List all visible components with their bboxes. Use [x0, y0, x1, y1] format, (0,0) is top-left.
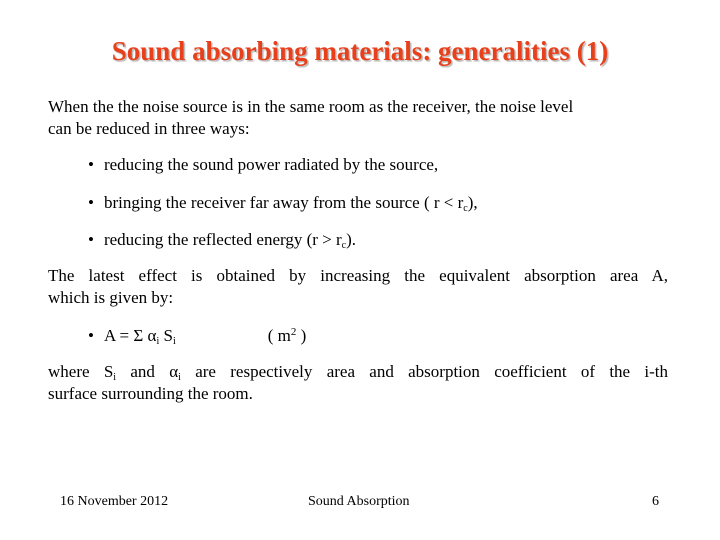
intro-line-2: can be reduced in three ways:	[48, 119, 250, 138]
footer-page-number: 6	[652, 494, 659, 509]
intro-paragraph	[48, 96, 668, 140]
slide-title: Sound absorbing materials: generalities (1)	[111, 36, 609, 66]
bullet-item-1	[88, 154, 438, 176]
subscript: c	[341, 240, 347, 251]
bullet-dot: •	[88, 193, 94, 212]
where-paragraph	[48, 361, 668, 405]
formula-bullet	[88, 325, 306, 347]
latest-line-2: which is given by:	[48, 288, 174, 307]
where-text: and α	[116, 362, 179, 381]
where-line-1	[48, 361, 668, 383]
formula-s: S	[159, 326, 173, 345]
bullet-text-end: ),	[467, 193, 478, 212]
formula-lhs: A = Σ α	[103, 326, 157, 345]
bullet-text: bringing the receiver far away from the source ( r < r	[103, 193, 464, 212]
where-text: are respectively area and absorption coefficient of the i-th	[180, 362, 669, 381]
formula-unit: ( m	[267, 326, 291, 345]
bullet-item-3	[88, 229, 356, 251]
subscript: i	[178, 372, 181, 383]
intro-line-1: When the the noise source is in the same room as the receiver, the noise level	[48, 97, 574, 116]
subscript: i	[113, 372, 117, 383]
superscript: 2	[290, 326, 297, 338]
footer-date: 16 November 2012	[60, 494, 169, 509]
bullet-text: reducing the reflected energy (r > r	[103, 230, 342, 249]
bullet-dot: •	[88, 230, 94, 249]
latest-paragraph	[48, 265, 668, 309]
bullet-item-2	[88, 192, 478, 214]
where-text: where S	[48, 362, 114, 381]
bullet-dot: •	[88, 326, 94, 345]
subscript: i	[172, 336, 176, 347]
subscript: c	[463, 203, 468, 214]
subscript: i	[156, 336, 160, 347]
footer-title: Sound Absorption	[308, 494, 410, 509]
bullet-text: reducing the sound power radiated by the source,	[103, 155, 439, 174]
formula-unit-close: )	[296, 326, 307, 345]
bullet-dot: •	[88, 155, 94, 174]
where-line-2: surface surrounding the room.	[48, 384, 253, 403]
latest-line-1: The latest effect is obtained by increasing the equivalent absorption area A,	[48, 266, 668, 285]
bullet-text-end: ).	[346, 230, 357, 249]
